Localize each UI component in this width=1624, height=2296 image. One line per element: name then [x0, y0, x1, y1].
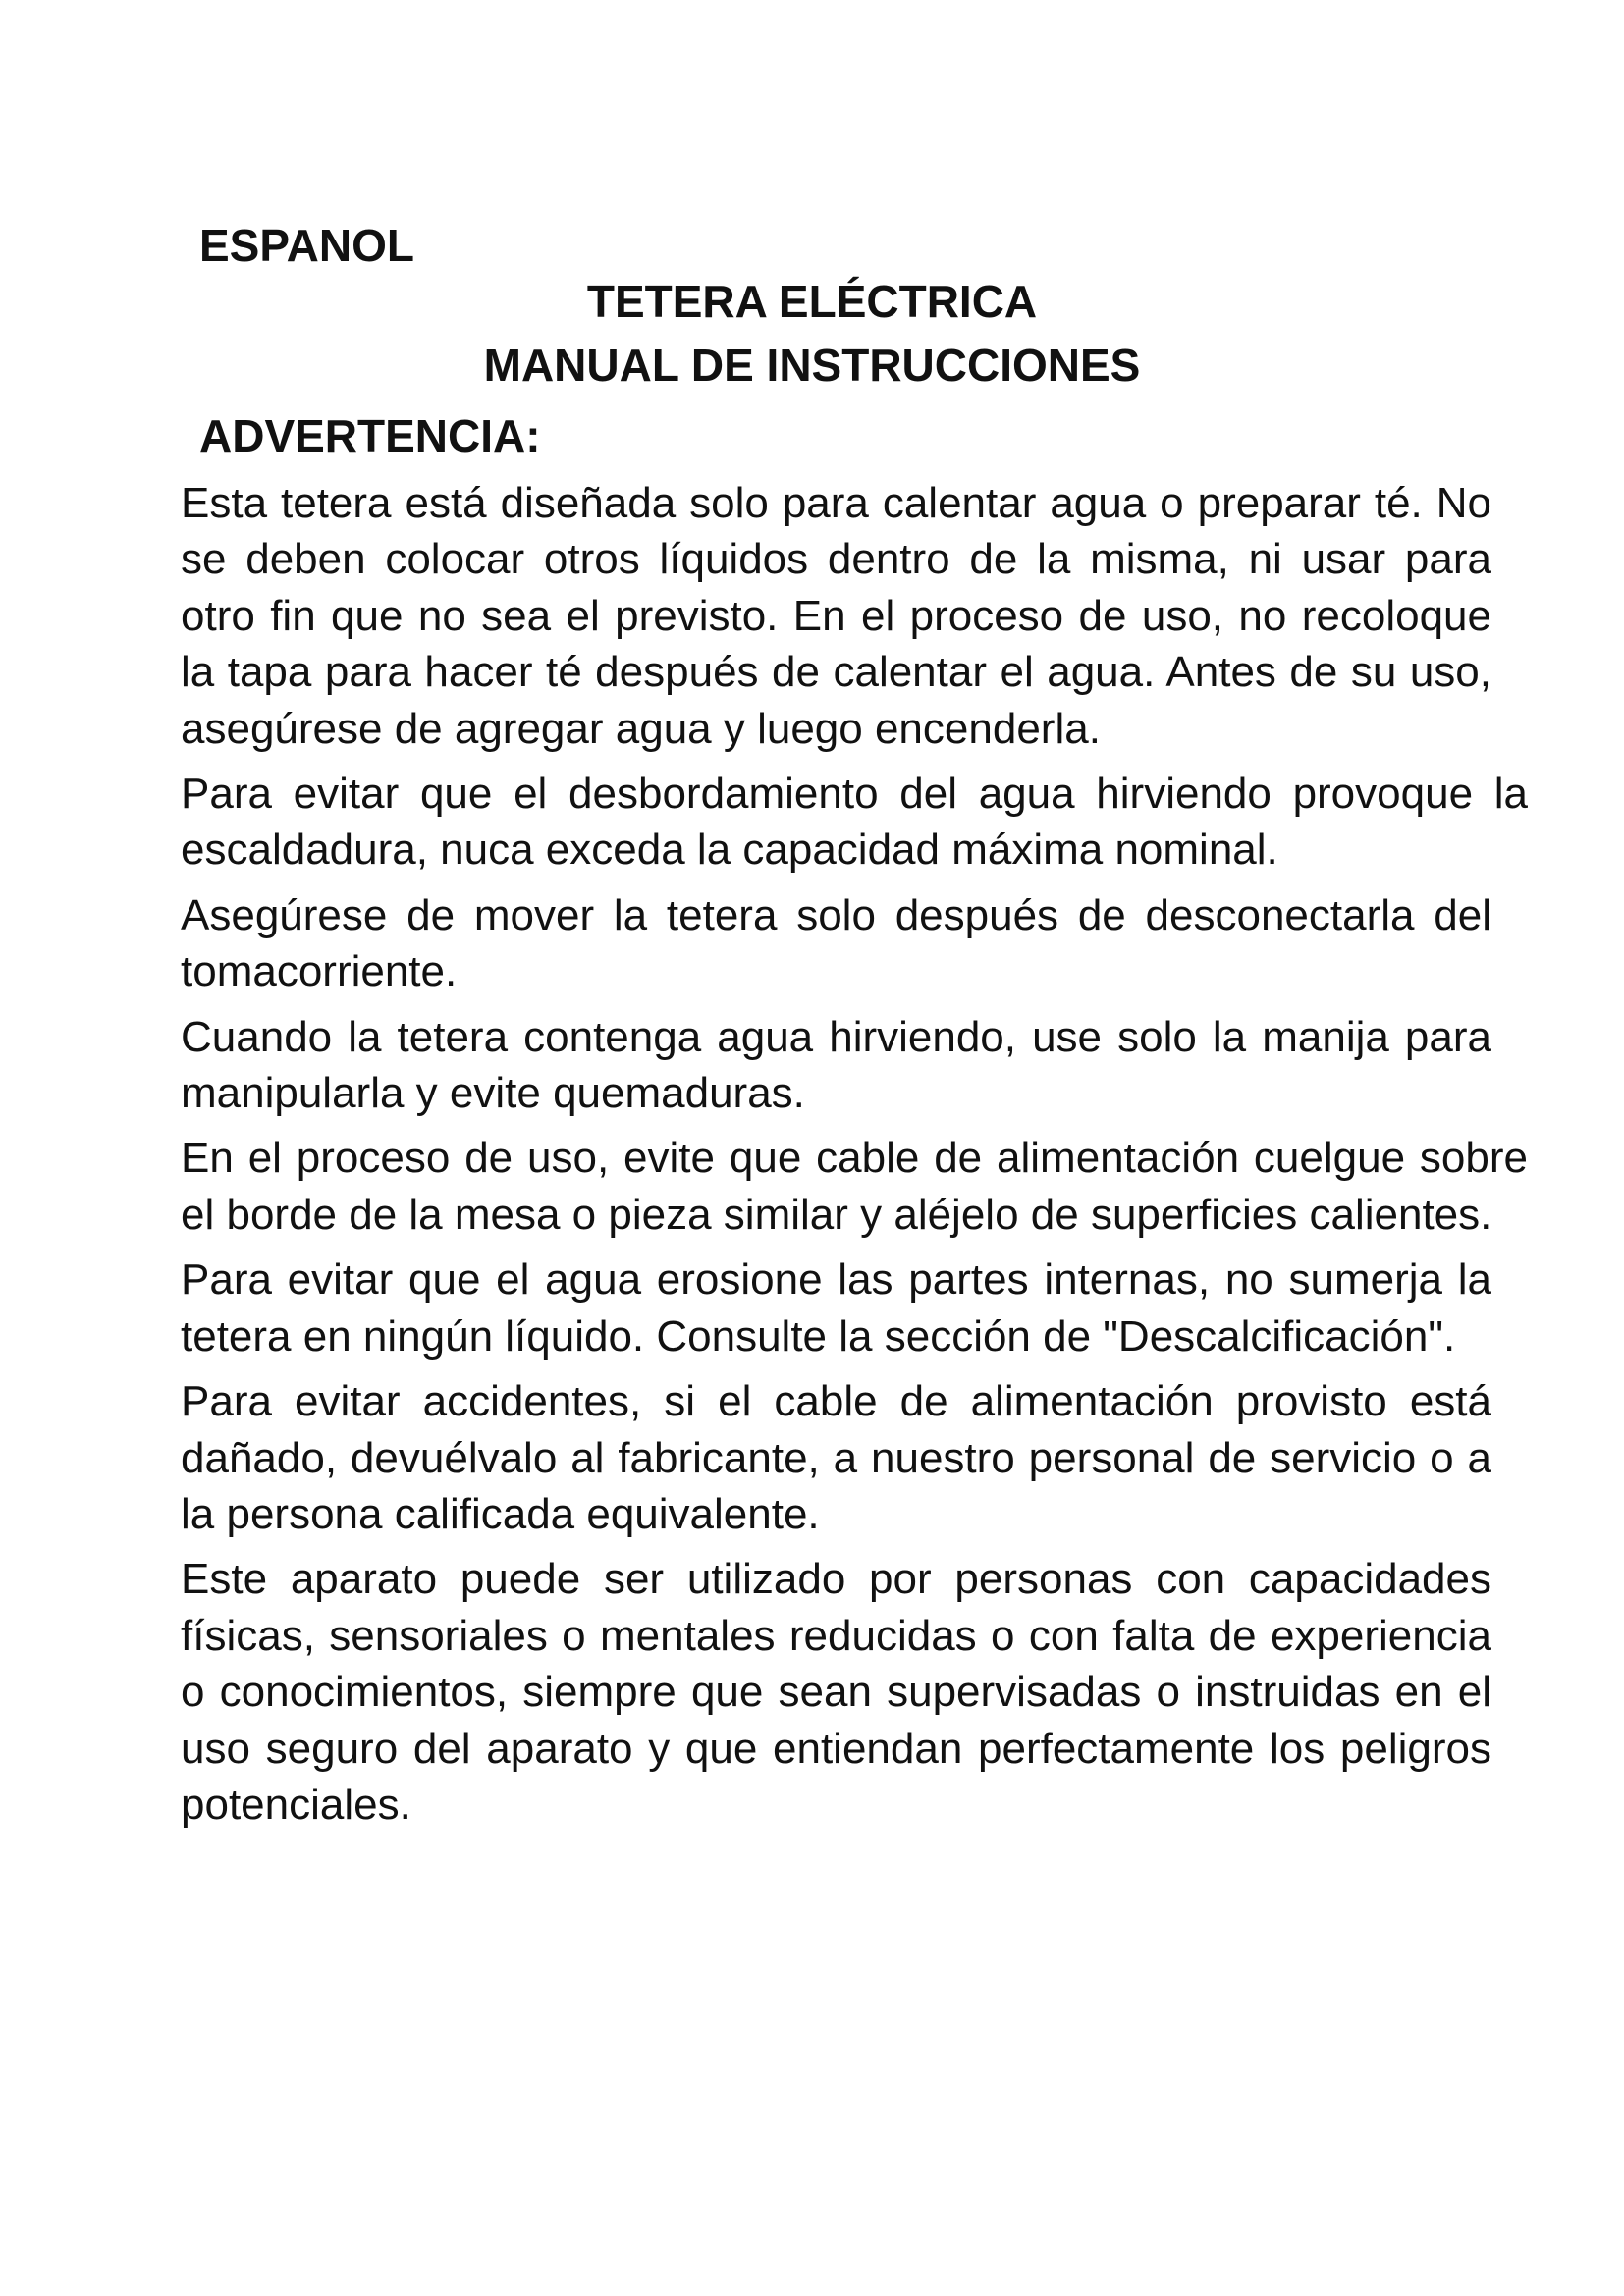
- language-label: ESPANOL: [199, 220, 414, 271]
- warning-heading: ADVERTENCIA:: [199, 410, 541, 461]
- document-title: TETERA ELÉCTRICA: [586, 276, 1038, 327]
- warning-paragraph-damaged-cable: Para evitar accidentes, si el cable de alimentación provisto está dañado, devuélvalo al fabricante, a nuestro personal de servicio o a la persona calificada equivalente.: [181, 1377, 1491, 1538]
- warning-paragraph-immersion: Para evitar que el agua erosione las partes internas, no sumerja la tetera en ningún líquido. Consulte la sección de "Descalcificación".: [181, 1255, 1491, 1361]
- warning-paragraph-handle: Cuando la tetera contenga agua hirviendo, use solo la manija para manipularla y evite quemaduras.: [181, 1012, 1491, 1118]
- document-subtitle: MANUAL DE INSTRUCCIONES: [483, 340, 1141, 391]
- warning-paragraph-usage: Esta tetera está diseñada solo para calentar agua o preparar té. No se deben colocar otros líquidos dentro de la misma, ni usar para otro fin que no sea el previsto. En el proceso de uso, no recoloque la tapa para hacer té después de calentar el agua. Antes de su uso, asegúrese de agregar agua y luego encenderla.: [181, 479, 1491, 753]
- warning-body: [181, 475, 1528, 1842]
- warning-paragraph-unplug: Asegúrese de mover la tetera solo después de desconectarla del tomacorriente.: [181, 890, 1491, 996]
- warning-paragraph-supervision: Este aparato puede ser utilizado por personas con capacidades físicas, sensoriales o mentales reducidas o con falta de experiencia o conocimientos, siempre que sean supervisadas o instruidas en el uso seguro del aparato y que entiendan perfectamente los peligros potenciales.: [181, 1555, 1491, 1829]
- warning-paragraph-capacity: Para evitar que el desbordamiento del agua hirviendo provoque la escaldadura, nuca exceda la capacidad máxima nominal.: [181, 770, 1528, 875]
- warning-paragraph-cable: En el proceso de uso, evite que cable de alimentación cuelgue sobre el borde de la mesa o pieza similar y aléjelo de superficies calientes.: [181, 1134, 1528, 1239]
